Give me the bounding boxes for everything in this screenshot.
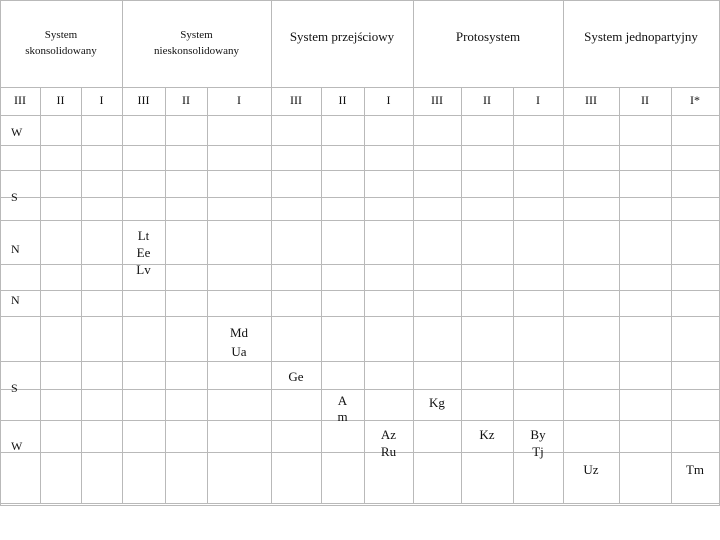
row-line (0, 452, 720, 453)
column-line (207, 87, 208, 503)
subcolumn-label: I (237, 93, 241, 107)
subcolumn-label: II (641, 93, 649, 107)
row-line (0, 115, 720, 116)
column-line (413, 87, 414, 503)
country-entry (671, 461, 719, 479)
country-entry (563, 461, 619, 479)
row-line (0, 361, 720, 362)
country-code: Ua (231, 344, 247, 359)
header-group-title: Protosystem (455, 29, 521, 44)
subcolumn-label: III (137, 93, 150, 107)
header-group-title: skonsolidowany (25, 45, 97, 57)
column-line (165, 87, 166, 503)
country-entry (321, 393, 364, 425)
country-code: A (337, 393, 348, 408)
country-code: Ru (380, 444, 397, 459)
country-code: Az (380, 427, 397, 442)
country-entry (461, 426, 513, 444)
subcolumn-label: III (290, 93, 302, 107)
header-group-title: nieskonsolidowany (154, 45, 239, 57)
table-border-bottom-double (0, 505, 720, 506)
subcolumn-label: I (99, 93, 104, 107)
row-line (0, 197, 720, 198)
header-group-title: System (180, 29, 213, 41)
country-entry (364, 426, 413, 460)
country-entry (207, 323, 271, 361)
column-line (81, 87, 82, 503)
header-group-title: System (44, 29, 78, 41)
row-line (0, 316, 720, 317)
row-line (0, 145, 720, 146)
subcolumn-label: I* (690, 93, 700, 107)
country-entry (122, 227, 165, 278)
column-line (671, 87, 672, 503)
country-entry (513, 426, 563, 460)
column-line (122, 87, 123, 503)
country-code: Ge (288, 369, 304, 384)
row-line (0, 87, 720, 88)
country-code: Md (229, 325, 249, 340)
country-code: Tj (532, 444, 544, 459)
country-entry (413, 394, 461, 412)
table-border-top (0, 0, 720, 1)
subcolumn-label: I (386, 93, 391, 107)
subcolumn-label: III (585, 93, 597, 107)
row-label: S (11, 190, 18, 204)
country-code: Tm (685, 462, 705, 477)
country-code: Kg (429, 395, 445, 410)
subcolumn-label: II (338, 93, 347, 107)
subcolumn-label: III (14, 93, 26, 107)
header-group-title: System przejściowy (289, 29, 395, 44)
row-line (0, 170, 720, 171)
country-code: m (337, 409, 348, 424)
subcolumn-label: I (536, 93, 540, 107)
row-label: S (11, 381, 18, 395)
row-line (0, 220, 720, 221)
subcolumn-label: II (182, 93, 190, 107)
column-line (271, 87, 272, 503)
row-label: W (11, 439, 23, 453)
row-line (0, 389, 720, 390)
column-line (321, 87, 322, 503)
country-code: By (530, 427, 546, 442)
country-code: Kz (479, 427, 495, 442)
header-group-title: System jednopartyjny (584, 29, 698, 44)
country-code: Lt (137, 228, 150, 243)
subcolumn-label: III (431, 93, 443, 107)
column-line (40, 87, 41, 503)
column-line (619, 87, 620, 503)
row-line (0, 264, 720, 265)
header-group-divider (122, 0, 123, 87)
subcolumn-label: II (483, 93, 491, 107)
row-line (0, 290, 720, 291)
subcolumn-label: II (56, 93, 65, 107)
column-line (563, 87, 564, 503)
table-border-bottom (0, 503, 720, 504)
country-code: Uz (583, 462, 599, 477)
row-label: N (11, 242, 20, 256)
row-label: W (11, 125, 23, 139)
row-label: N (11, 293, 20, 307)
table-border-left (0, 0, 1, 506)
country-code: Ee (136, 245, 151, 260)
country-code: Lv (136, 262, 151, 277)
country-entry (271, 368, 321, 386)
